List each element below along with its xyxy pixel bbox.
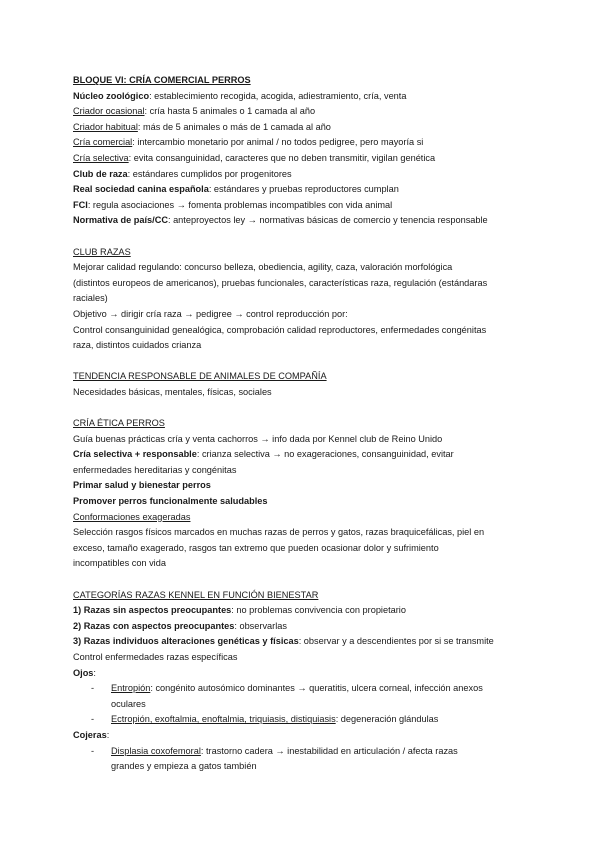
spacer [73, 229, 533, 245]
paragraph-line: Promover perros funcionalmente saludables [73, 496, 268, 507]
colon: : [106, 729, 110, 740]
paragraph-line: Guía buenas prácticas cría y venta cachorros → info dada por Kennel club de Reino Unido [73, 433, 443, 444]
paragraph-line: raciales) [73, 293, 108, 304]
continuation-line: oculares [111, 698, 146, 709]
paragraph-line: (distintos europeos de americanos), pruebas funcionales, características raza, regulación (estándaras [73, 277, 488, 288]
colon: : [93, 667, 96, 678]
term: Displasia coxofemoral [111, 745, 201, 756]
section-heading-categorias-kennel: CATEGORÍAS RAZAS KENNEL EN FUNCIÓN BIENESTAR [73, 589, 319, 600]
definition-text: : intercambio monetario por animal / no todos pedigree, pero mayoría si [132, 137, 424, 148]
paragraph-line: Objetivo → dirigir cría raza → pedigree → control reproducción por: [73, 308, 348, 319]
paragraph-line: enfermedades hereditarias y congénitas [73, 464, 237, 475]
definition-text: : cría hasta 5 animales o 1 camada al año [144, 106, 316, 117]
spacer [73, 354, 533, 370]
section-heading-cria-comercial: BLOQUE VI: CRÍA COMERCIAL PERROS [73, 75, 251, 85]
definition-nucleo-zoologico [73, 89, 533, 105]
category-1 [73, 603, 533, 619]
definition-club-de-raza [73, 167, 533, 183]
section-heading-cria-etica: CRÍA ÉTICA PERROS [73, 418, 165, 429]
group-label-cojeras [73, 728, 533, 744]
definition-text: : evita consanguinidad, caracteres que no deben transmitir, vigilan genética [128, 152, 436, 163]
paragraph-line: Necesidades básicas, mentales, físicas, sociales [73, 386, 272, 397]
definition-text: : crianza selectiva → no exageraciones, consanguinidad, evitar [196, 449, 454, 460]
list-item-ectropion [73, 712, 533, 728]
definition-text: : regula asociaciones → fomenta problemas incompatibles con vida animal [87, 199, 393, 210]
bullet-dash: - [91, 683, 95, 694]
term: Club de raza [73, 168, 128, 179]
paragraph-line [73, 447, 533, 463]
definition-text: : anteproyectos ley → normativas básicas de comercio y tenencia responsable [167, 215, 488, 226]
definition-text: : observarlas [234, 620, 287, 631]
term: Criador ocasional [73, 106, 145, 117]
term: Normativa de país/CC [73, 215, 168, 226]
list-item-displasia [73, 744, 533, 775]
category-3 [73, 634, 533, 650]
paragraph-line: Selección rasgos físicos marcados en muchas razas de perros y gatos, razas braquicefálicas, piel en [73, 527, 485, 538]
definition-criador-ocasional [73, 104, 533, 120]
term: Real sociedad canina española [73, 184, 209, 195]
definition-normativa [73, 213, 533, 229]
paragraph-line: Mejorar calidad regulando: concurso belleza, obediencia, agility, caza, valoración morfológica [73, 262, 453, 273]
group-label: Ojos [73, 667, 94, 678]
paragraph-line: Primar salud y bienestar perros [73, 480, 211, 491]
section-heading-club-razas: CLUB RAZAS [73, 246, 131, 257]
category-2 [73, 619, 533, 635]
group-label-ojos [73, 666, 533, 682]
term: Entropión [111, 683, 151, 694]
definition-fci [73, 198, 533, 214]
spacer [73, 400, 533, 416]
paragraph-line: raza, distintos cuidados crianza [73, 340, 202, 351]
definition-text: : trastorno cadera → inestabilidad en articulación / afecta razas [200, 745, 458, 756]
definition-text: : más de 5 animales o más de 1 camada al año [137, 121, 331, 132]
bullet-dash: - [91, 714, 95, 725]
term: 1) Razas sin aspectos preocupantes [73, 605, 232, 616]
paragraph-line: exceso, tamaño exagerado, rasgos tan extremo que pueden ocasionar dolor y sufrimiento [73, 542, 439, 553]
definition-cria-selectiva [73, 151, 533, 167]
definition-text: : estándares cumplidos por progenitores [127, 168, 292, 179]
section-heading-tendencia-responsable: TENDENCIA RESPONSABLE DE ANIMALES DE COMPAÑÍA [73, 371, 327, 382]
definition-text: : degeneración glándulas [335, 714, 439, 725]
paragraph-line: Control enfermedades razas específicas [73, 651, 238, 662]
paragraph-line: incompatibles con vida [73, 558, 166, 569]
term: 2) Razas con aspectos preocupantes [73, 620, 235, 631]
spacer [73, 572, 533, 588]
term: 3) Razas individuos alteraciones genéticas y físicas [73, 636, 299, 647]
definition-text: : establecimiento recogida, acogida, adiestramiento, cría, venta [149, 90, 407, 101]
definition-criador-habitual [73, 120, 533, 136]
definition-real-sociedad [73, 182, 533, 198]
group-label: Cojeras [73, 729, 107, 740]
continuation-line: grandes y empieza a gatos también [111, 761, 257, 772]
document-content [73, 73, 533, 775]
term: Ectropión, exoftalmia, enoftalmia, triquiasis, distiquiasis [111, 714, 336, 725]
term: Cría comercial [73, 137, 133, 148]
definition-cria-comercial [73, 135, 533, 151]
definition-text: : observar y a descendientes por si se transmite [298, 636, 494, 647]
definition-text: : congénito autosómico dominantes → queratitis, ulcera corneal, infección anexos [150, 683, 483, 694]
definition-text: : no problemas convivencia con propietario [231, 605, 406, 616]
bullet-dash: - [91, 745, 95, 756]
list-item-entropion [73, 681, 533, 712]
paragraph-line: Control consanguinidad genealógica, comprobación calidad reproductores, enfermedades congénitas [73, 324, 487, 335]
definition-text: : estándares y pruebas reproductores cumplan [208, 184, 399, 195]
term: Cría selectiva + responsable [73, 449, 197, 460]
term: Criador habitual [73, 121, 138, 132]
term: Núcleo zoológico [73, 90, 150, 101]
subheading-conformaciones: Conformaciones exageradas [73, 511, 191, 522]
term: Cría selectiva [73, 152, 129, 163]
term: FCI [73, 199, 88, 210]
